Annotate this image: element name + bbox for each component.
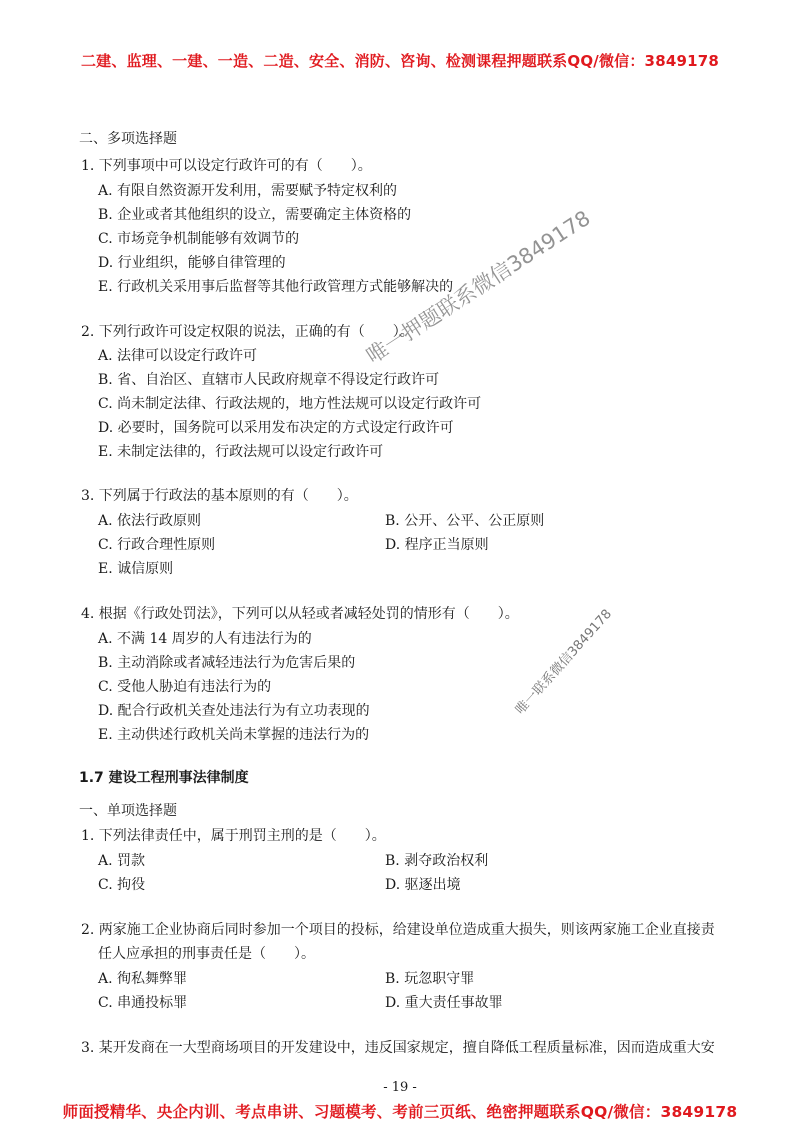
- option-a: A. 法律可以设定行政许可: [98, 348, 258, 364]
- header-banner: 二建、监理、一建、一造、二造、安全、消防、咨询、检测课程押题联系QQ/微信：3849178: [80, 52, 720, 70]
- option-d: D. 驱逐出境: [385, 877, 461, 893]
- question-stem: 4. 根据《行政处罚法》，下列可以从轻或者减轻处罚的情形有（ ）。: [81, 606, 519, 622]
- option-d: D. 程序正当原则: [385, 537, 489, 553]
- chapter-title: 1.7 建设工程刑事法律制度: [79, 770, 249, 786]
- option-d: D. 必要时，国务院可以采用发布决定的方式设定行政许可: [98, 420, 454, 436]
- question-stem: 2. 两家施工企业协商后同时参加一个项目的投标，给建设单位造成重大损失，则该两家施工企业直接责: [81, 922, 715, 938]
- option-a: A. 不满 14 周岁的人有违法行为的: [98, 631, 312, 647]
- question-stem: 3. 下列属于行政法的基本原则的有（ ）。: [81, 488, 358, 504]
- option-b: B. 公开、公平、公正原则: [385, 513, 545, 529]
- option-a: A. 依法行政原则: [98, 513, 202, 529]
- option-c: C. 尚未制定法律、行政法规的，地方性法规可以设定行政许可: [98, 396, 482, 412]
- question-stem: 3. 某开发商在一大型商场项目的开发建设中，违反国家规定，擅自降低工程质量标准，因而造成重大安: [81, 1040, 715, 1056]
- option-a: A. 罚款: [98, 853, 146, 869]
- section-heading-single: 一、单项选择题: [79, 803, 177, 819]
- question-stem-continued: 任人应承担的刑事责任是（ ）。: [98, 946, 315, 962]
- option-a: A. 徇私舞弊罪: [98, 971, 188, 987]
- option-e: E. 未制定法律的，行政法规可以设定行政许可: [98, 444, 384, 460]
- option-e: E. 主动供述行政机关尚未掌握的违法行为的: [98, 727, 370, 743]
- option-e: E. 诚信原则: [98, 561, 174, 577]
- option-b: B. 剥夺政治权利: [385, 853, 489, 869]
- watermark: 唯一联系微信3849178: [512, 606, 616, 718]
- footer-banner: 师面授精华、央企内训、考点串讲、习题模考、考前三页纸、绝密押题联系QQ/微信：3849178: [62, 1103, 738, 1121]
- question-stem: 2. 下列行政许可设定权限的说法，正确的有（ ）。: [81, 324, 414, 340]
- question-stem: 1. 下列事项中可以设定行政许可的有（ ）。: [81, 158, 372, 174]
- option-c: C. 拘役: [98, 877, 146, 893]
- option-b: B. 省、自治区、直辖市人民政府规章不得设定行政许可: [98, 372, 440, 388]
- option-b: B. 主动消除或者减轻违法行为危害后果的: [98, 655, 356, 671]
- option-c: C. 市场竞争机制能够有效调节的: [98, 231, 300, 247]
- option-d: D. 重大责任事故罪: [385, 995, 503, 1011]
- option-c: C. 串通投标罪: [98, 995, 188, 1011]
- option-b: B. 玩忽职守罪: [385, 971, 475, 987]
- option-c: C. 行政合理性原则: [98, 537, 216, 553]
- option-d: D. 配合行政机关查处违法行为有立功表现的: [98, 703, 370, 719]
- option-a: A. 有限自然资源开发利用，需要赋予特定权利的: [98, 183, 398, 199]
- section-heading-multiple: 二、多项选择题: [79, 131, 177, 147]
- option-b: B. 企业或者其他组织的设立，需要确定主体资格的: [98, 207, 412, 223]
- question-stem: 1. 下列法律责任中，属于刑罚主刑的是（ ）。: [81, 828, 386, 844]
- watermark: 唯一押题联系微信3849178: [362, 205, 595, 369]
- page-number: - 19 -: [383, 1080, 417, 1095]
- option-c: C. 受他人胁迫有违法行为的: [98, 679, 272, 695]
- option-d: D. 行业组织，能够自律管理的: [98, 255, 286, 271]
- option-e: E. 行政机关采用事后监督等其他行政管理方式能够解决的: [98, 279, 454, 295]
